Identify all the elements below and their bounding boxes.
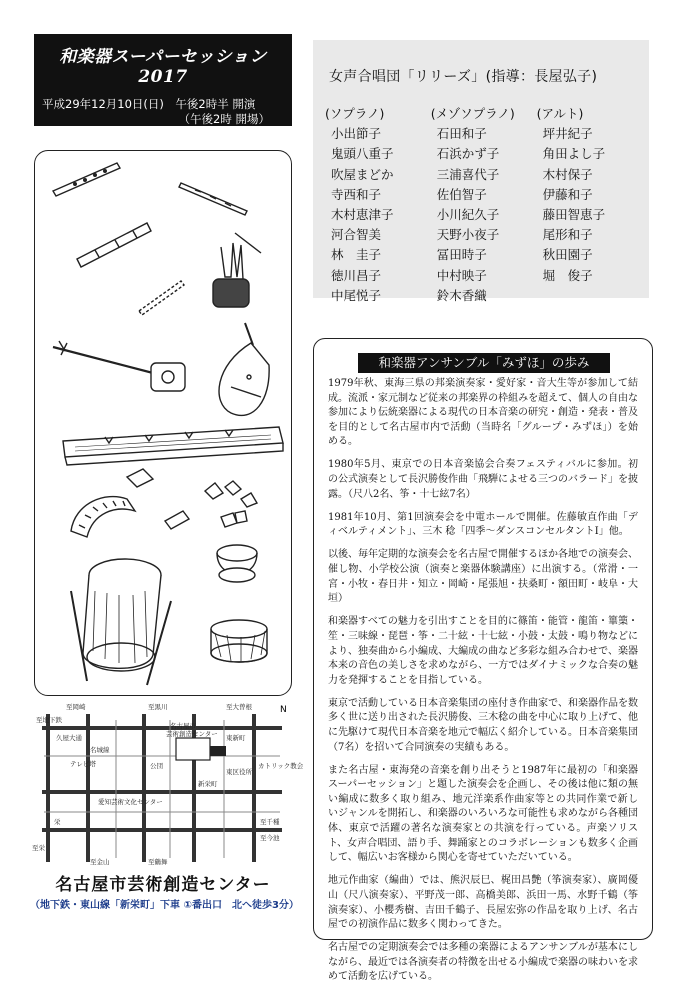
svg-text:名古屋市: 名古屋市 [170, 722, 196, 730]
map-svg [30, 700, 304, 868]
choir-member: 鈴木香織 [436, 287, 487, 303]
choir-parts [325, 104, 637, 306]
choir-member: 林 圭子 [331, 247, 382, 263]
venue-marker [176, 738, 210, 760]
svg-text:至岡崎: 至岡崎 [66, 703, 86, 711]
choir-member: 鬼頭八重子 [331, 146, 394, 162]
history-paragraph: また名古屋・東海発の音楽を創り出そうと1987年に最初の「和楽器スーパーセッション」と題した演奏会を企画し、その後は他に類の無い編成に数多く取り組み、地元洋楽系作曲家等との共同作業で新しいジャンルを開拓し、和楽器のいろいろな可能性も求めながら各種団体、東京で活躍の著名な演奏家との共演を行っている。声楽ソリスト、女声合唱団、語り手、舞踊家とのコラボレーションも数多く企画して、幅広いお客様から関心を寄せていただいている。 [328, 764, 638, 864]
instrument-illustrations [35, 151, 293, 697]
biwa-icon [219, 323, 269, 415]
hichiriki-icon [139, 281, 184, 315]
svg-text:名城線: 名城線 [90, 746, 110, 754]
soprano-column [325, 104, 437, 306]
history-paragraph: 1979年秋、東海三県の邦楽演奏家・愛好家・音大生等が参加して結成。流派・家元制など従来の邦楽界の枠組みを超えて、個人の自由な参加により伝統楽器による現代の日本音楽の研究・創造・発表・普及を目的として名古屋市内で活動（当時名「グループ・みずほ」）を始める。 [328, 378, 638, 448]
choir-member: 小川紀久子 [436, 207, 500, 223]
choir-member: 堀 俊子 [542, 267, 593, 283]
choir-member: 藤田智恵子 [542, 207, 606, 223]
svg-text:テレビ塔: テレビ塔 [70, 760, 96, 768]
choir-member: 秋田園子 [542, 247, 593, 263]
choir-member: 角田よし子 [542, 146, 606, 162]
choir-member: 河合智美 [331, 227, 382, 243]
bachi-icon [127, 469, 189, 529]
choir-member: 石浜かず子 [436, 146, 500, 162]
svg-text:至大曽根: 至大曽根 [226, 703, 252, 711]
concert-date-time: 平成29年12月10日(日) 午後2時半 開演 [42, 97, 256, 111]
choir-member: 木村保子 [542, 166, 593, 182]
choir-member: 尾形和子 [542, 227, 593, 243]
history-paragraph: 名古屋での定期演奏会では多種の楽器によるアンサンブルが基本にしながら、最近では各演奏者の特徴を出せる小編成で楽器の味わいを求めて活動を広げている。 [328, 942, 638, 983]
svg-text:愛知芸術文化センター: 愛知芸術文化センター [98, 798, 163, 806]
svg-text:芸術創造センター: 芸術創造センター [166, 730, 218, 738]
shakuhachi-icon [77, 223, 151, 267]
choir-member: 佐伯智子 [436, 186, 487, 202]
mezzo-label: (メゾソプラノ) [430, 106, 515, 121]
svg-text:至千種: 至千種 [260, 818, 280, 826]
svg-text:至地下鉄: 至地下鉄 [36, 716, 62, 724]
shime-daiko-icon [211, 620, 267, 662]
svg-text:至栄: 至栄 [32, 844, 45, 852]
svg-text:久屋大通: 久屋大通 [56, 734, 82, 742]
choir-member: 木村恵津子 [331, 207, 394, 223]
choir-box [313, 40, 649, 303]
history-paragraph: 地元作曲家（編曲）では、熊沢辰巳、梶田昌艶（筝演奏家）、廣岡優山（尺八演奏家）、平野茂一郎、高橋美郎、浜田一馬、水野千鶴（筝演奏家）、小櫻秀樹、吉田千鶴子、長屋宏弥の作品を取り上げ、名古屋での初演作品に数多く関わってきた。 [328, 875, 638, 931]
venue-access: （地下鉄・東山線「新栄町」下車 ①番出口 北へ徒歩3分） [30, 900, 299, 911]
concert-doors-open: （午後2時 開場） [178, 112, 270, 126]
history-paragraph: 東京で活動している日本音楽集団の座付き作曲家で、和楽器作品を数多く世に送り出された長沢勝俊、三木稔の曲を中心に取り上げて、他に先駆けて現代日本音楽を地元で幅広く紹介している。日本音楽集団（7名）を招いて合同演奏の実績もある。 [328, 697, 638, 753]
choir-title: 女声合唱団「リリーズ」(指導：長屋弘子) [329, 69, 598, 85]
svg-text:至今池: 至今池 [260, 834, 280, 842]
choir-member: 寺西和子 [331, 186, 382, 202]
history-box [313, 338, 653, 983]
soprano-label: (ソプラノ) [325, 106, 385, 121]
svg-text:至黒川: 至黒川 [148, 703, 168, 711]
taiko-icon [71, 559, 171, 685]
sho-icon [213, 233, 261, 307]
picks-icon [205, 481, 257, 527]
svg-text:新栄町: 新栄町 [198, 780, 218, 788]
choir-member: 三浦喜代子 [436, 166, 500, 182]
bridges-icon [71, 497, 135, 537]
choir-member: 伊藤和子 [542, 186, 593, 202]
choir-member: 徳川昌子 [331, 267, 382, 283]
kotsuzumi-icon [217, 545, 257, 582]
koto-icon [63, 427, 283, 465]
concert-title: 和楽器スーパーセッション2017 [59, 47, 267, 87]
venue-map [30, 700, 304, 868]
alto-column [536, 104, 637, 306]
venue-name: 名古屋市芸術創造センター [55, 875, 271, 895]
history-paragraph: 以後、毎年定期的な演奏会を名古屋で開催するほか各地での演奏会、催し物、小学校公演（演奏と楽器体験講座）に出演する。（常滑・一宮・小牧・春日井・知立・岡崎・尾張旭・扶桑町・額田町・岐阜・大垣） [328, 549, 638, 605]
history-paragraph: 1981年10月、第1回演奏会を中電ホールで開催。佐藤敏直作曲「ディベルティメント」、三木 稔「四季〜ダンスコンセルタントⅠ」他。 [328, 511, 638, 538]
yokobue-icon [179, 183, 247, 215]
svg-text:至金山: 至金山 [90, 858, 110, 866]
concert-title-box [34, 34, 292, 126]
history-title: 和楽器アンサンブル「みずほ」の歩み [358, 353, 610, 373]
choir-member: 小出節子 [331, 126, 382, 142]
choir-member: 坪井紀子 [542, 126, 593, 142]
history-paragraph: 和楽器すべての魅力を引出すことを目的に篠笛・能管・龍笛・篳篥・笙・三味線・琵琶・筝・二十絃・十七絃・小鼓・太鼓・鳴り物などにより、独奏曲から小編成、大編成の曲など多彩な組み合わせで、楽器本来の音色の美しさを求めながら、一方ではダイナミックな合奏の魅力を発揮することを目指している。 [328, 616, 638, 686]
mezzo-column [430, 104, 543, 306]
shamisen-icon [53, 341, 185, 391]
svg-text:至鶴舞: 至鶴舞 [148, 858, 168, 866]
choir-member: 吹屋まどか [331, 166, 394, 182]
svg-text:栄: 栄 [54, 818, 61, 826]
north-arrow-label: N [280, 705, 287, 715]
history-paragraph: 1980年5月、東京での日本音楽協会合奏フェスティバルに参加。初の公式演奏として長沢勝俊作曲「飛騨によせる三つのバラード」を披露。（尺八2名、筝・十七絃7名） [328, 459, 638, 500]
choir-member: 天野小夜子 [436, 227, 500, 243]
choir-member: 中尾悦子 [331, 287, 382, 303]
flute-icon [53, 163, 120, 196]
svg-text:東区役所: 東区役所 [226, 768, 252, 776]
svg-text:公団: 公団 [150, 762, 163, 770]
svg-text:カトリック教会: カトリック教会 [258, 762, 304, 770]
alto-label: (アルト) [536, 106, 584, 121]
svg-text:東新町: 東新町 [226, 734, 246, 742]
choir-member: 石田和子 [436, 126, 487, 142]
choir-member: 中村映子 [436, 267, 487, 283]
instrument-illustration-box [34, 150, 292, 696]
choir-member: 冨田時子 [436, 247, 487, 263]
